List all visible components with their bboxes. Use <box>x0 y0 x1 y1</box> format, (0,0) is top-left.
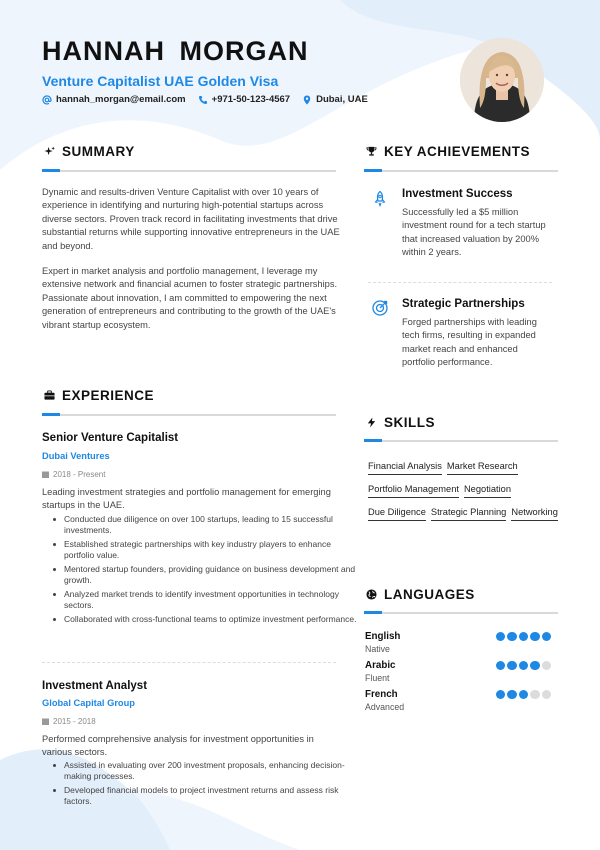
job-dates: 2018 - Present <box>42 470 105 479</box>
job-description: Leading investment strategies and portfolio management for emerging startups in the UAE. <box>42 487 331 510</box>
achievement-title: Strategic Partnerships <box>402 298 525 310</box>
trophy-icon <box>366 146 377 157</box>
rating-dot-filled <box>507 661 516 670</box>
skill-tag: Due Diligence <box>368 504 426 521</box>
location-pin-icon <box>302 95 312 105</box>
job-bullets <box>42 760 362 810</box>
job-bullets <box>42 514 362 629</box>
phone-icon <box>198 95 208 105</box>
calendar-icon <box>42 718 49 725</box>
list-item: Analyzed market trends to identify investment opportunities in technology sectors. <box>64 589 362 610</box>
language-name: Arabic <box>365 660 396 671</box>
profile-photo <box>460 38 544 122</box>
skills-rule <box>364 440 558 442</box>
experience-rule <box>42 414 336 416</box>
rating-dot-empty <box>542 661 551 670</box>
rating-dot-filled <box>530 661 539 670</box>
job-company: Global Capital Group <box>42 698 135 708</box>
list-item: Conducted due diligence on over 100 startups, leading to 15 successful investments. <box>64 514 362 535</box>
rating-dot-filled <box>496 632 505 641</box>
achievements-heading <box>366 144 530 159</box>
job-title: Investment Analyst <box>42 680 148 692</box>
job-title: Senior Venture Capitalist <box>42 432 179 444</box>
email-text: hannah_morgan@email.com <box>56 94 186 105</box>
target-icon <box>371 299 389 317</box>
language-rating <box>496 690 551 699</box>
rating-dot-empty <box>542 690 551 699</box>
location-contact <box>302 94 368 105</box>
rating-dot-filled <box>496 690 505 699</box>
contact-info <box>42 94 368 105</box>
summary-heading-text: SUMMARY <box>62 144 135 159</box>
language-rating <box>496 632 551 641</box>
briefcase-icon <box>44 390 55 401</box>
skill-tag: Negotiation <box>464 481 511 498</box>
skill-tag: Financial Analysis <box>368 458 442 475</box>
skill-tag: Portfolio Management <box>368 481 459 498</box>
skill-tag: Market Research <box>447 458 518 475</box>
experience-heading <box>44 388 154 403</box>
skill-tag: Strategic Planning <box>431 504 506 521</box>
job-divider <box>42 662 336 663</box>
rating-dot-filled <box>507 632 516 641</box>
summary-paragraph-1: Dynamic and results-driven Venture Capitalist with over 10 years of experience in identifying and nurturing high-potential startups across diverse sectors. Proven track record in facilitating investments that drive substantial returns while supporting innovative entrepreneurs in the UAE and beyond. <box>42 187 340 251</box>
rating-dot-filled <box>507 690 516 699</box>
rating-dot-filled <box>496 661 505 670</box>
globe-icon <box>366 589 377 600</box>
list-item: Assisted in evaluating over 200 investment proposals, enhancing decision-making processes. <box>64 760 362 781</box>
email-contact[interactable] <box>42 94 186 105</box>
candidate-name: HANNAH MORGAN <box>42 36 309 66</box>
achievement-description: Forged partnerships with leading tech firms, resulting in expanded market reach and enhanced portfolio performance. <box>402 317 537 368</box>
rating-dot-filled <box>542 632 551 641</box>
phone-text: +971-50-123-4567 <box>211 94 291 105</box>
skills-heading <box>366 415 435 430</box>
phone-contact[interactable] <box>198 94 290 105</box>
summary-heading <box>44 144 135 159</box>
rocket-icon <box>371 190 389 208</box>
language-name: English <box>365 631 401 642</box>
achievements-heading-text: KEY ACHIEVEMENTS <box>384 144 531 159</box>
summary-paragraph-2: Expert in market analysis and portfolio management, I leverage my extensive network and financial acumen to foster strategic partnerships. Passionate about innovation, I am committed to empowering the next generation of entrepreneurs and contributing to the growth of the UAE's vibrant startup ecosystem. <box>42 266 338 330</box>
list-item: Collaborated with cross-functional teams to optimize investment performance. <box>64 614 362 625</box>
experience-heading-text: EXPERIENCE <box>62 388 155 403</box>
rating-dot-empty <box>530 690 539 699</box>
languages-heading <box>366 587 475 602</box>
list-item: Developed financial models to project investment returns and assess risk factors. <box>64 785 362 806</box>
languages-heading-text: LANGUAGES <box>384 587 475 602</box>
calendar-icon <box>42 471 49 478</box>
job-company: Dubai Ventures <box>42 451 110 461</box>
candidate-title: Venture Capitalist UAE Golden Visa <box>42 73 279 89</box>
rating-dot-filled <box>519 632 528 641</box>
list-item: Established strategic partnerships with key industry players to enhance portfolio value. <box>64 539 362 560</box>
list-item: Mentored startup founders, providing guidance on business development and growth. <box>64 564 362 585</box>
rating-dot-filled <box>519 690 528 699</box>
achievements-rule <box>364 170 558 172</box>
rating-dot-filled <box>519 661 528 670</box>
languages-rule <box>364 612 558 614</box>
language-level: Native <box>365 644 390 654</box>
rating-dot-filled <box>530 632 539 641</box>
at-icon <box>42 95 52 105</box>
language-level: Fluent <box>365 673 390 683</box>
language-rating <box>496 661 551 670</box>
job-description: Performed comprehensive analysis for investment opportunities in various sectors. <box>42 734 314 757</box>
achievement-description: Successfully led a $5 million investment round for a tech startup that increased valuation by 200% within 2 years. <box>402 207 546 258</box>
achievement-divider <box>368 282 552 283</box>
skills-heading-text: SKILLS <box>384 415 436 430</box>
achievement-title: Investment Success <box>402 188 513 200</box>
location-text: Dubai, UAE <box>316 94 368 105</box>
skill-tag: Networking <box>511 504 558 521</box>
language-name: French <box>365 689 398 700</box>
skills-list <box>368 458 558 521</box>
language-level: Advanced <box>365 702 405 712</box>
sparkle-icon <box>44 146 55 157</box>
summary-rule <box>42 170 336 172</box>
lightning-icon <box>366 417 377 428</box>
job-dates: 2015 - 2018 <box>42 717 96 726</box>
